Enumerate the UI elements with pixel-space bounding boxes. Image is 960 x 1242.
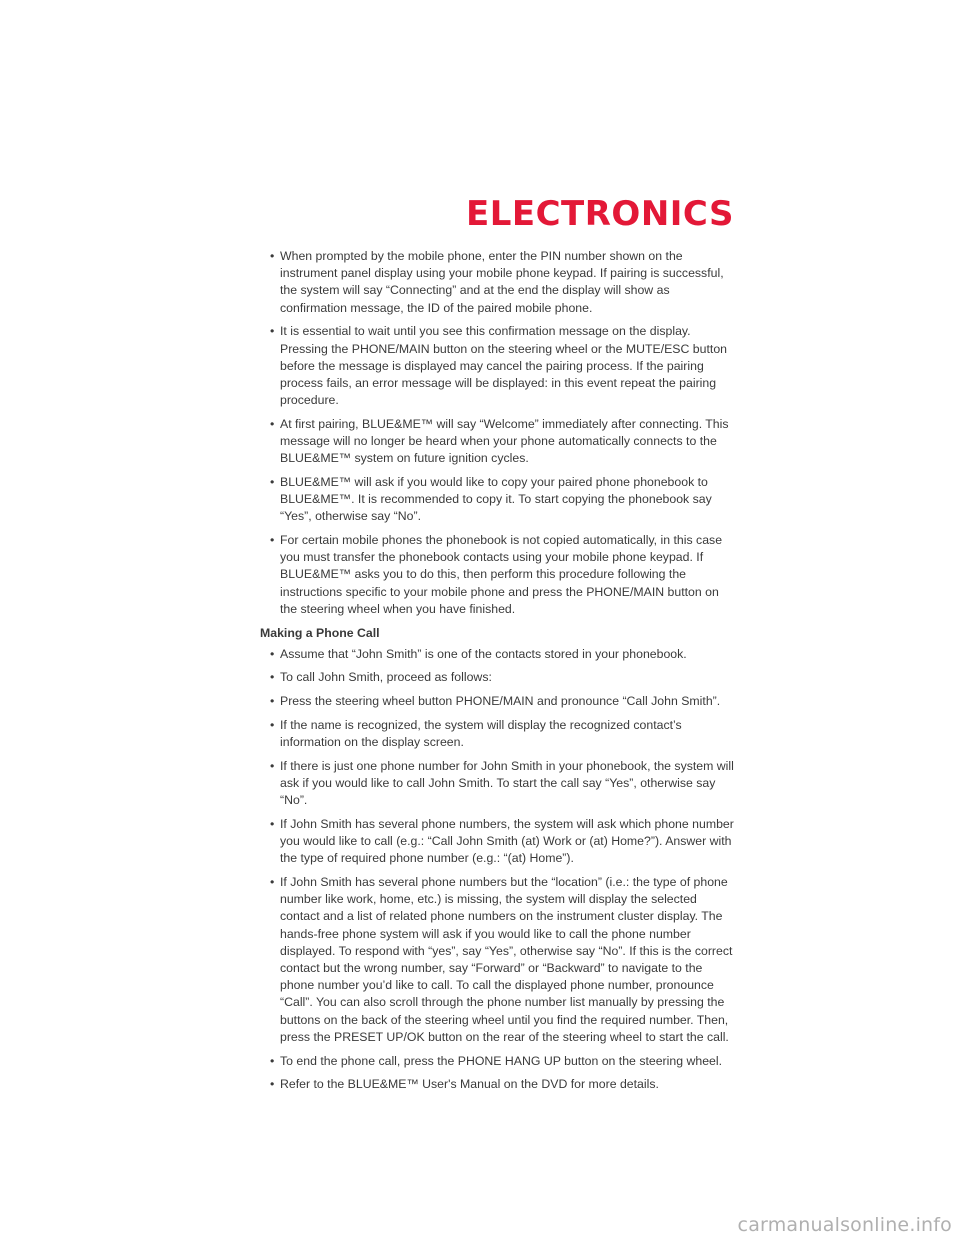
- list-item: • It is essential to wait until you see this confirmation message on the display. Pressing the PHONE/MAIN button on the steering wheel or the MUTE/ESC button before the message is displayed may cancel the pairing process. If the pairing process fails, an error message will be displayed: in this event repeat the pairing procedure.: [260, 323, 736, 409]
- section-title: ELECTRONICS: [465, 194, 734, 234]
- list-item: • At first pairing, BLUE&ME™ will say “Welcome” immediately after connecting. This message will no longer be heard when your phone automatically connects to the BLUE&ME™ system on future ignition cycles.: [260, 416, 736, 468]
- making-call-list: [260, 646, 736, 1094]
- list-item: • When prompted by the mobile phone, enter the PIN number shown on the instrument panel display using your mobile phone keypad. If pairing is successful, the system will say “Connecting” and at the end the display will show as confirmation message, the ID of the paired mobile phone.: [260, 248, 736, 317]
- list-item: • Assume that “John Smith” is one of the contacts stored in your phonebook.: [260, 646, 736, 663]
- list-item: • If John Smith has several phone numbers, the system will ask which phone number you would like to call (e.g.: “Call John Smith (at) Work or (at) Home?”). Answer with the type of required phone number (e.g.: “(at) Home”).: [260, 816, 736, 868]
- list-item: • BLUE&ME™ will ask if you would like to copy your paired phone phonebook to BLUE&ME™. It is recommended to copy it. To start copying the phonebook say “Yes”, otherwise say “No”.: [260, 474, 736, 526]
- list-item: • If the name is recognized, the system will display the recognized contact’s information on the display screen.: [260, 717, 736, 751]
- list-item: • Press the steering wheel button PHONE/MAIN and pronounce “Call John Smith”.: [260, 693, 736, 710]
- page-content: [260, 248, 736, 1100]
- list-item: • Refer to the BLUE&ME™ User's Manual on the DVD for more details.: [260, 1076, 736, 1093]
- list-item: • For certain mobile phones the phonebook is not copied automatically, in this case you must transfer the phonebook contacts using your mobile phone keypad. If BLUE&ME™ asks you to do this, then perform this procedure following the instructions specific to your mobile phone and press the PHONE/MAIN button on the steering wheel when you have finished.: [260, 532, 736, 618]
- list-item: • To call John Smith, proceed as follows:: [260, 669, 736, 686]
- list-item: • If John Smith has several phone numbers but the “location” (i.e.: the type of phone number like work, home, etc.) is missing, the system will display the selected contact and a list of related phone numbers on the instrument cluster display. The hands-free phone system will ask if you would like to call the phone number displayed. To respond with “yes”, say “Yes”, otherwise say “No”. If this is the correct contact but the wrong number, say “Forward” or “Backward” to navigate to the phone number you’d like to call. To call the displayed phone number, pronounce “Call”. You can also scroll through the phone number list manually by pressing the buttons on the back of the steering wheel until you find the required number. Then, press the PRESET UP/OK button on the rear of the steering wheel to start the call.: [260, 874, 736, 1046]
- watermark-link[interactable]: carmanualsonline.info: [737, 1214, 952, 1236]
- list-item: • To end the phone call, press the PHONE HANG UP button on the steering wheel.: [260, 1053, 736, 1070]
- list-item: • If there is just one phone number for John Smith in your phonebook, the system will ask if you would like to call John Smith. To start the call say “Yes”, otherwise say “No”.: [260, 758, 736, 810]
- pairing-list: [260, 248, 736, 618]
- making-call-heading: Making a Phone Call: [260, 625, 380, 640]
